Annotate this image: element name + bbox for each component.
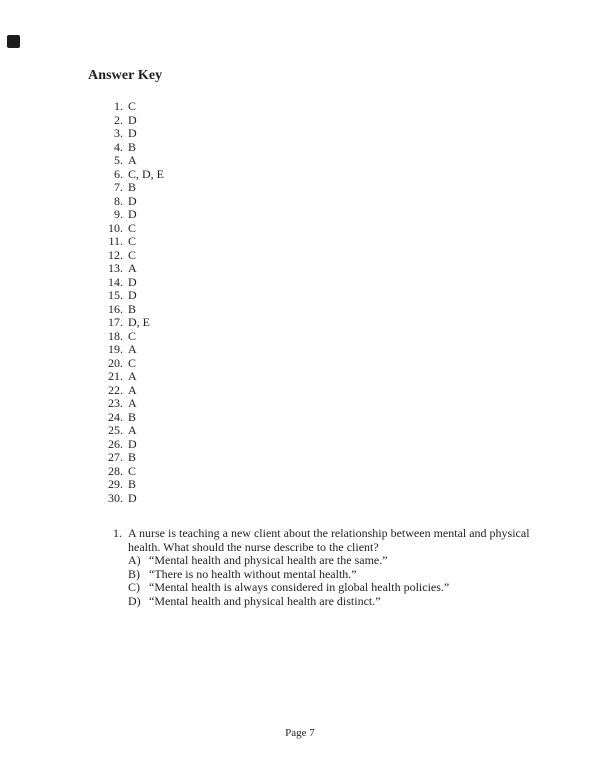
answer-letter: A: [128, 369, 137, 383]
answer-letter: B: [128, 301, 137, 316]
answer-number: 24.: [108, 409, 123, 424]
answer-row: [93, 127, 164, 141]
answer-number: 12.: [108, 247, 123, 262]
answer-letter: B: [128, 409, 137, 424]
answer-letter: B: [128, 477, 137, 491]
question-options: [128, 554, 538, 608]
answer-row: [93, 100, 164, 114]
option-label: C): [128, 580, 140, 595]
answer-letter: B: [128, 180, 137, 194]
answer-number: 13.: [108, 261, 123, 275]
answer-letter: A: [128, 342, 137, 356]
answer-letter: D: [128, 112, 137, 127]
option-text: “Mental health and physical health are the same.”: [149, 553, 388, 568]
answer-letter: D: [128, 288, 137, 302]
question-text: A nurse is teaching a new client about the relationship between mental and physical health. What should the nurse describe to the client?: [128, 526, 530, 554]
answer-row: [93, 181, 164, 195]
answer-number: 4.: [114, 139, 123, 154]
answer-row: [93, 195, 164, 209]
answer-letter: D: [128, 274, 137, 289]
answer-letter: C: [128, 99, 137, 113]
answer-row: [93, 168, 164, 182]
answer-row: [93, 208, 164, 222]
answer-row: [93, 276, 164, 290]
answer-number: 27.: [108, 450, 123, 464]
answer-letter: A: [128, 153, 137, 167]
answer-number: 3.: [114, 126, 123, 140]
answer-letter: C: [128, 463, 137, 478]
answer-number: 29.: [108, 477, 123, 491]
answer-row: [93, 303, 164, 317]
question-body: [128, 527, 538, 609]
answer-row: [93, 141, 164, 155]
answer-row: [93, 235, 164, 249]
answer-row: [93, 451, 164, 465]
answer-number: 16.: [108, 301, 123, 316]
answer-number: 28.: [108, 463, 123, 478]
answer-letter: C: [128, 234, 137, 248]
answer-option-row: [128, 568, 538, 582]
answer-number: 1.: [114, 99, 123, 113]
answer-row: [93, 370, 164, 384]
answer-number: 19.: [108, 342, 123, 356]
answer-letter: B: [128, 450, 137, 464]
answer-number: 5.: [114, 153, 123, 167]
answer-row: [93, 465, 164, 479]
option-text: “There is no health without mental health.”: [149, 566, 357, 581]
answer-number: 23.: [108, 396, 123, 410]
answer-option-row: [128, 554, 538, 568]
answer-number: 10.: [108, 220, 123, 235]
answer-number: 15.: [108, 288, 123, 302]
answer-number: 2.: [114, 112, 123, 127]
answer-letter: C: [128, 328, 137, 343]
answer-row: [93, 316, 164, 330]
answer-letter: C: [128, 355, 137, 370]
answer-number: 30.: [108, 490, 123, 505]
answer-number: 8.: [114, 193, 123, 208]
answer-number: 26.: [108, 436, 123, 451]
answer-row: [93, 289, 164, 303]
answer-letter: D: [128, 207, 137, 221]
answer-number: 9.: [114, 207, 123, 221]
option-label: A): [128, 553, 141, 568]
answer-row: [93, 222, 164, 236]
answer-number: 21.: [108, 369, 123, 383]
answer-option-row: [128, 581, 538, 595]
option-text: “Mental health and physical health are distinct.”: [149, 593, 381, 608]
option-label: B): [128, 566, 140, 581]
answer-row: [93, 343, 164, 357]
answer-letter: C: [128, 247, 137, 262]
answer-letter: C, D, E: [128, 166, 164, 181]
answer-number: 6.: [114, 166, 123, 181]
corner-mark: [7, 35, 20, 48]
answer-letter: D, E: [128, 315, 150, 329]
answer-row: [93, 438, 164, 452]
answer-key-heading: Answer Key: [88, 68, 163, 83]
answer-number: 7.: [114, 180, 123, 194]
answer-row: [93, 249, 164, 263]
answer-number: 17.: [108, 315, 123, 329]
answer-row: [93, 262, 164, 276]
page-number-footer: Page 7: [285, 727, 315, 739]
question-number: 1.: [113, 526, 122, 540]
answer-row: [93, 492, 164, 506]
answer-letter: C: [128, 220, 137, 235]
answer-row: [93, 114, 164, 128]
answer-row: [93, 384, 164, 398]
answer-row: [93, 357, 164, 371]
answer-row: [93, 478, 164, 492]
answer-letter: D: [128, 193, 137, 208]
answer-letter: A: [128, 423, 137, 437]
option-label: D): [128, 593, 141, 608]
answer-letter: B: [128, 139, 137, 154]
answer-letter: D: [128, 436, 137, 451]
answer-number: 22.: [108, 382, 123, 397]
answer-letter: D: [128, 490, 137, 505]
answer-number: 14.: [108, 274, 123, 289]
answer-letter: A: [128, 261, 137, 275]
answer-row: [93, 424, 164, 438]
answer-number: 25.: [108, 423, 123, 437]
answer-row: [93, 330, 164, 344]
answer-number: 18.: [108, 328, 123, 343]
answer-number: 11.: [108, 234, 123, 248]
answer-letter: A: [128, 396, 137, 410]
answer-row: [93, 411, 164, 425]
answer-letter: D: [128, 126, 137, 140]
question-block: [106, 527, 538, 609]
answer-option-row: [128, 595, 538, 609]
answer-row: [93, 397, 164, 411]
answer-number: 20.: [108, 355, 123, 370]
answer-list: [93, 100, 164, 505]
option-text: “Mental health is always considered in global health policies.”: [149, 580, 450, 595]
answer-letter: A: [128, 382, 137, 397]
answer-row: [93, 154, 164, 168]
